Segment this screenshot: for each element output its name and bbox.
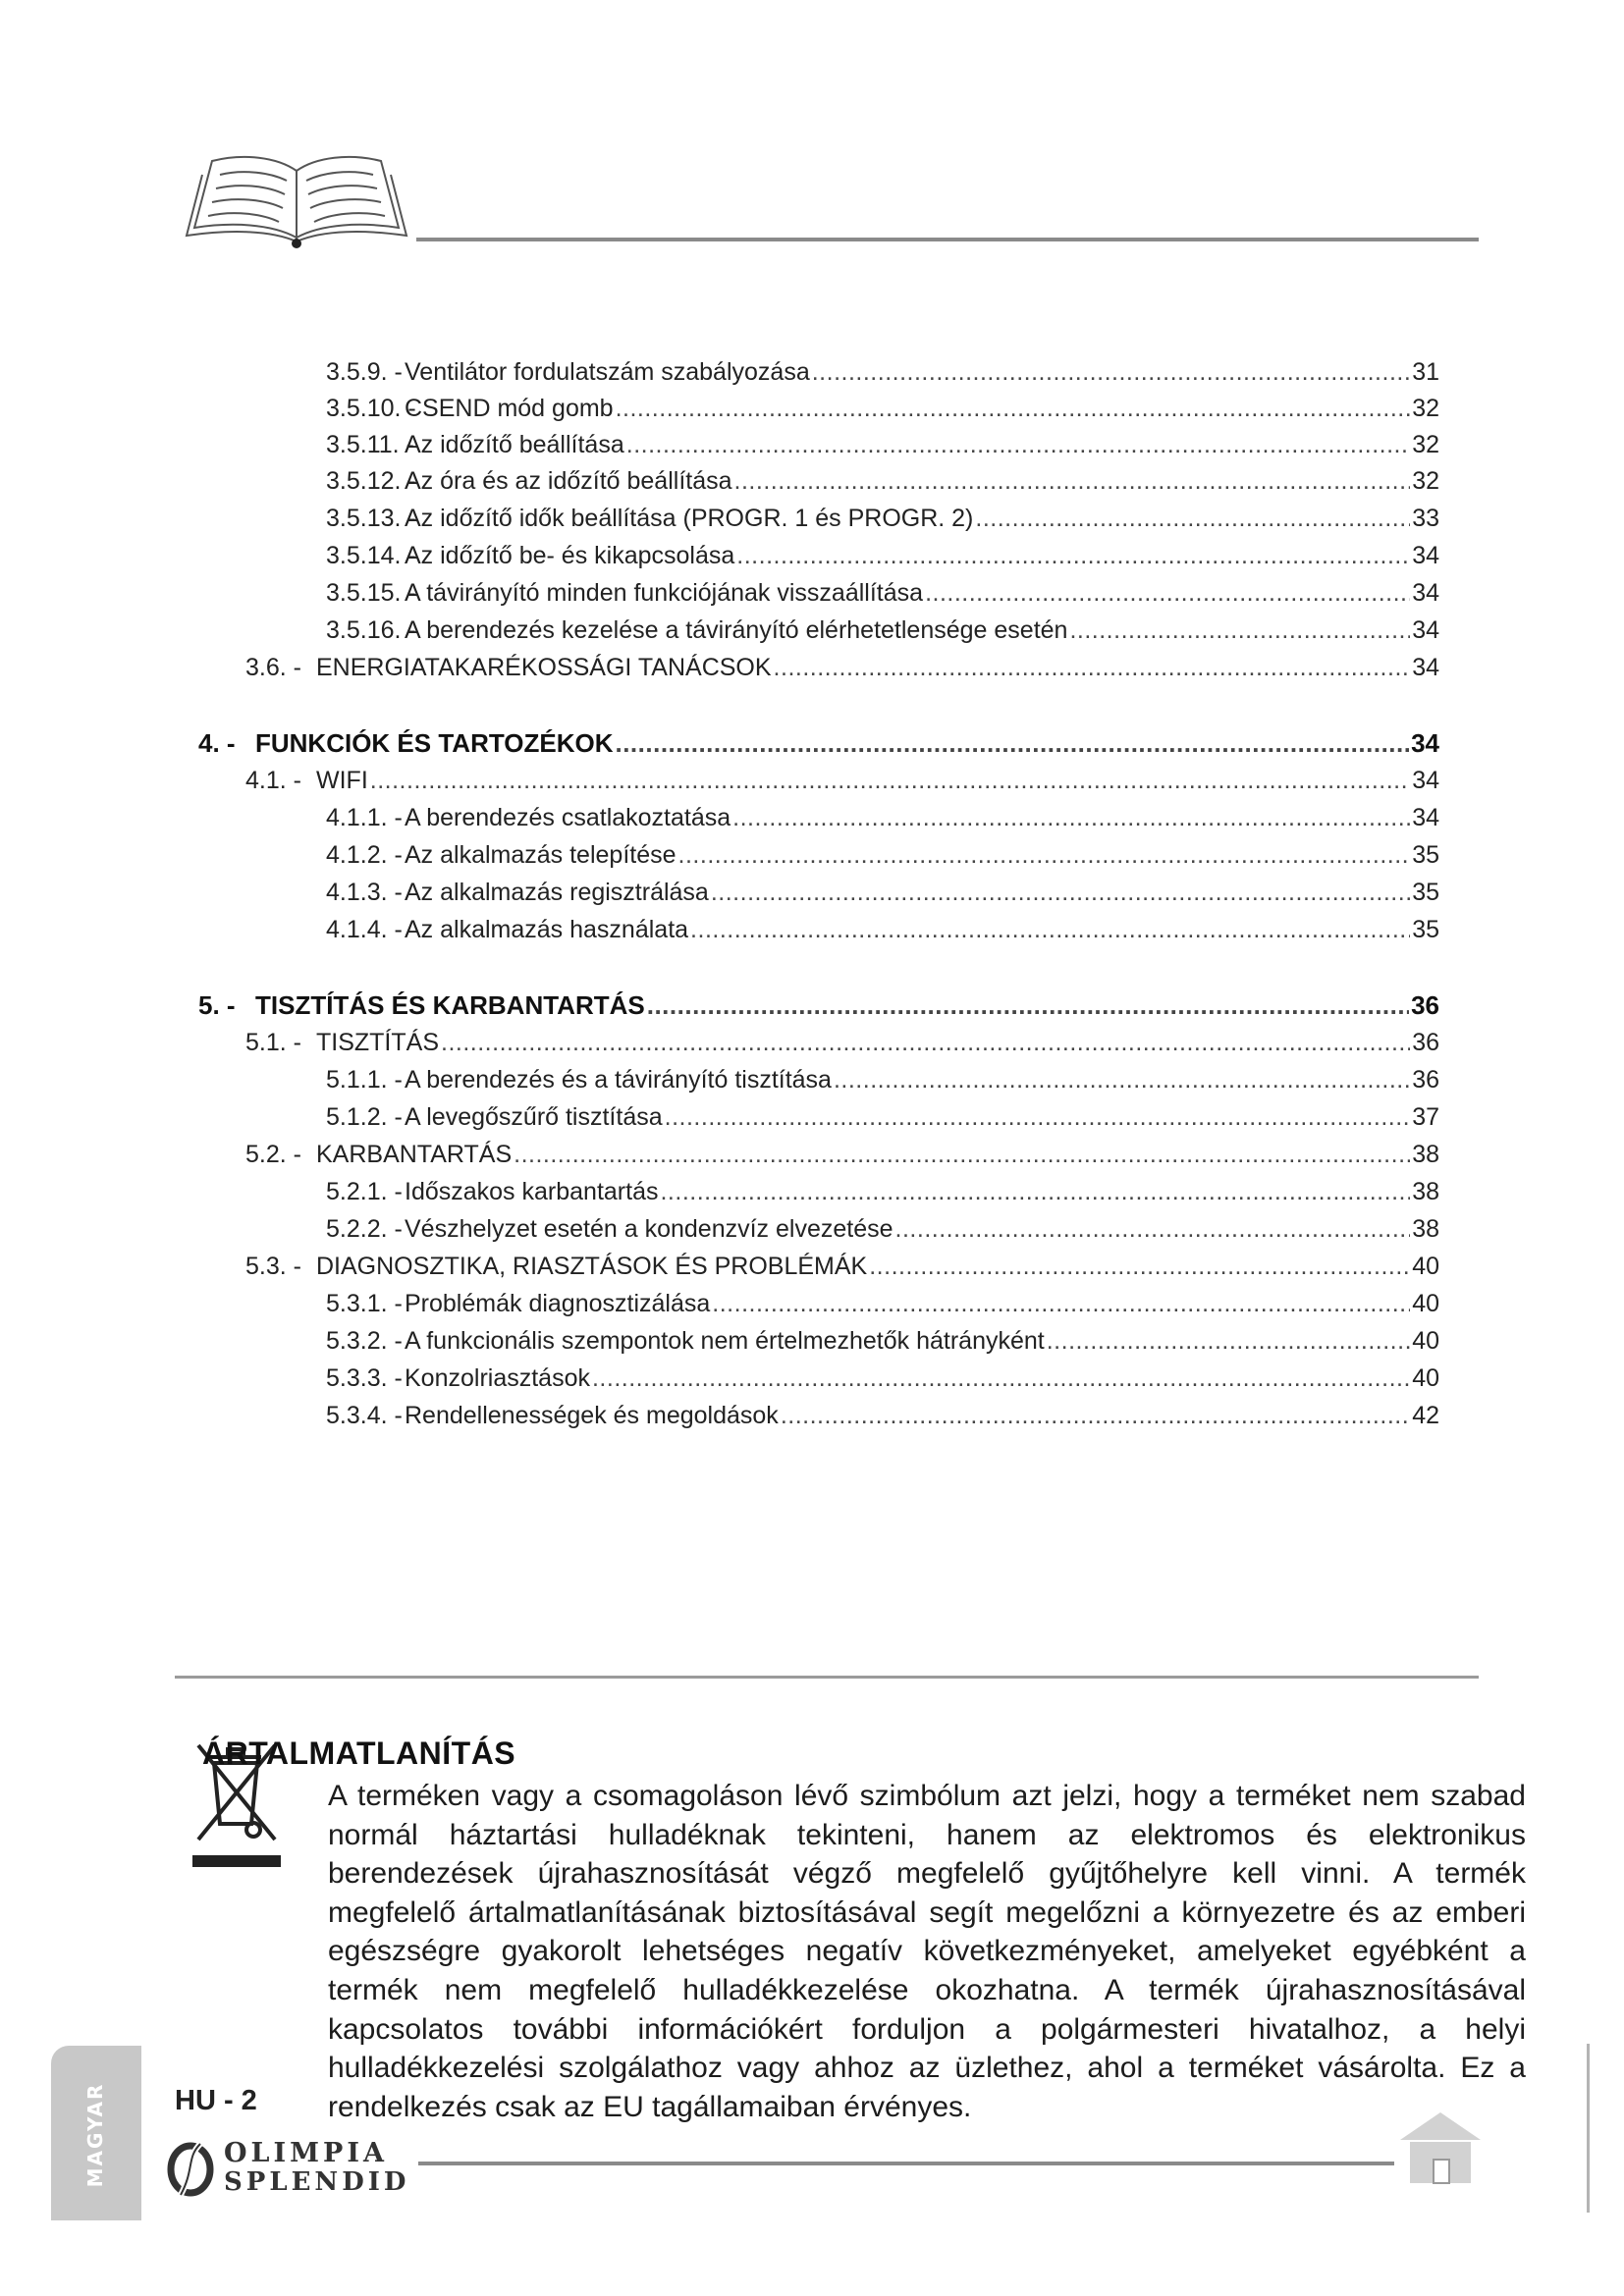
toc-dot-leader (774, 653, 1411, 682)
toc-entry-number: 5.3.4. - (326, 1402, 403, 1429)
toc-entry-title: DIAGNOSZTIKA, RIASZTÁSOK ÉS PROBLÉMÁK (316, 1253, 868, 1280)
toc-entry-title: Az alkalmazás telepítése (405, 841, 677, 869)
toc-entry-title: Problémák diagnosztizálása (405, 1290, 711, 1317)
toc-entry-page: 36 (1411, 990, 1439, 1020)
toc-dot-leader (514, 1140, 1410, 1169)
toc-entry-number: 5.3. - (245, 1253, 301, 1280)
toc-dot-leader (712, 1289, 1410, 1318)
toc-entry-page: 34 (1412, 767, 1439, 794)
toc-entry-number: 3.5.10. - (326, 395, 416, 422)
toc-entry[interactable] (326, 1177, 1439, 1206)
toc-entry[interactable] (245, 1140, 1439, 1169)
toc-entry-title: WIFI (316, 767, 368, 794)
toc-entry[interactable] (245, 1252, 1439, 1281)
home-icon[interactable] (1396, 2109, 1485, 2187)
toc-entry[interactable] (326, 578, 1439, 608)
toc-entry[interactable] (326, 840, 1439, 870)
toc-entry[interactable] (326, 357, 1439, 387)
toc-entry[interactable] (326, 915, 1439, 944)
header-rule (416, 238, 1479, 241)
toc-entry-number: 5.2.1. - (326, 1178, 403, 1205)
toc-entry-page: 37 (1412, 1103, 1439, 1131)
toc-dot-leader (370, 766, 1410, 795)
toc-entry-page: 40 (1412, 1327, 1439, 1355)
toc-entry[interactable] (326, 1102, 1439, 1132)
toc-entry[interactable] (326, 1289, 1439, 1318)
toc-entry-title: ENERGIATAKARÉKOSSÁGI TANÁCSOK (316, 654, 772, 681)
toc-entry-title: Az időzítő be- és kikapcsolása (405, 542, 735, 569)
toc-entry-page: 35 (1412, 879, 1439, 906)
toc-dot-leader (660, 1177, 1410, 1206)
toc-entry-page: 38 (1412, 1178, 1439, 1205)
toc-entry-number: 5.1. - (245, 1029, 301, 1056)
toc-entry-number: 5. - (198, 990, 236, 1020)
toc-dot-leader (711, 878, 1410, 907)
toc-entry-number: 3.5.14. - (326, 542, 416, 569)
toc-entry-page: 32 (1412, 431, 1439, 458)
toc-dot-leader (975, 504, 1410, 533)
toc-entry[interactable] (245, 766, 1439, 795)
footer-rule (418, 2162, 1394, 2165)
toc-entry-number: 3.5.13. - (326, 505, 416, 532)
toc-dot-leader (781, 1401, 1410, 1430)
toc-dot-leader (869, 1252, 1410, 1281)
toc-entry-number: 3.5.15. - (326, 579, 416, 607)
toc-entry-number: 4.1.3. - (326, 879, 403, 906)
toc-dot-leader (1047, 1326, 1410, 1356)
toc-entry-number: 5.2.2. - (326, 1215, 403, 1243)
toc-entry-number: 3.5.11. - (326, 431, 414, 458)
toc-entry-title: Az óra és az időzítő beállítása (405, 467, 732, 495)
toc-dot-leader (678, 840, 1411, 870)
toc-entry-page: 40 (1412, 1364, 1439, 1392)
toc-entry-page: 40 (1412, 1290, 1439, 1317)
toc-entry-number: 5.3.1. - (326, 1290, 403, 1317)
toc-dot-leader (592, 1363, 1410, 1393)
toc-entry-title: FUNKCIÓK ÉS TARTOZÉKOK (255, 728, 614, 758)
toc-entry-title: Az időzítő beállítása (405, 431, 624, 458)
open-book-icon (183, 145, 410, 249)
toc-entry-title: Konzolriasztások (405, 1364, 590, 1392)
toc-dot-leader (626, 430, 1410, 459)
toc-entry[interactable] (326, 1214, 1439, 1244)
toc-dot-leader (665, 1102, 1411, 1132)
toc-entry-title: Időszakos karbantartás (405, 1178, 659, 1205)
toc-entry-page: 34 (1412, 579, 1439, 607)
toc-entry-page: 34 (1412, 804, 1439, 831)
toc-entry-page: 33 (1412, 505, 1439, 532)
toc-dot-leader (1069, 615, 1410, 645)
toc-entry-title: CSEND mód gomb (405, 395, 614, 422)
toc-entry[interactable] (326, 394, 1439, 423)
toc-entry-title: A funkcionális szempontok nem értelmezhetők hátrányként (405, 1327, 1045, 1355)
toc-entry[interactable] (326, 1065, 1439, 1095)
toc-dot-leader (647, 990, 1409, 1020)
toc-entry[interactable] (245, 653, 1439, 682)
toc-entry-page: 40 (1412, 1253, 1439, 1280)
toc-entry[interactable] (326, 1401, 1439, 1430)
toc-entry[interactable] (198, 728, 1439, 758)
toc-entry-number: 5.2. - (245, 1141, 301, 1168)
toc-entry-title: TISZTÍTÁS (316, 1029, 439, 1056)
toc-entry-title: A távirányító minden funkciójának visszaállítása (405, 579, 924, 607)
toc-entry-title: Ventilátor fordulatszám szabályozása (405, 358, 810, 386)
toc-entry-number: 4.1. - (245, 767, 301, 794)
page-number: HU - 2 (175, 2085, 257, 2116)
toc-entry[interactable] (245, 1028, 1439, 1057)
toc-entry-title: Rendellenességek és megoldások (405, 1402, 779, 1429)
toc-entry[interactable] (326, 615, 1439, 645)
disposal-title: ÁRTALMATLANÍTÁS (202, 1735, 516, 1771)
logo-text-line1: OLIMPIA (224, 2138, 388, 2168)
toc-entry-number: 5.1.2. - (326, 1103, 403, 1131)
toc-entry[interactable] (326, 466, 1439, 496)
toc-dot-leader (690, 915, 1410, 944)
toc-entry[interactable] (326, 1326, 1439, 1356)
section-divider (175, 1676, 1479, 1679)
toc-entry-title: A berendezés csatlakoztatása (405, 804, 731, 831)
toc-entry-title: A berendezés és a távirányító tisztítása (405, 1066, 832, 1094)
toc-entry-page: 32 (1412, 467, 1439, 495)
toc-entry-title: Az időzítő idők beállítása (PROGR. 1 és PROGR. 2) (405, 505, 974, 532)
toc-entry-page: 32 (1412, 395, 1439, 422)
toc-entry-number: 4.1.1. - (326, 804, 403, 831)
toc-entry-number: 5.1.1. - (326, 1066, 403, 1094)
toc-entry-title: Az alkalmazás használata (405, 916, 689, 943)
toc-entry[interactable] (326, 541, 1439, 570)
toc-entry-title: Vészhelyzet esetén a kondenzvíz elvezetése (405, 1215, 893, 1243)
toc-entry-title: Az alkalmazás regisztrálása (405, 879, 709, 906)
toc-dot-leader (834, 1065, 1410, 1095)
toc-entry-page: 38 (1412, 1141, 1439, 1168)
toc-entry-title: A berendezés kezelése a távirányító elérhetetlensége esetén (405, 616, 1068, 644)
toc-entry-page: 38 (1412, 1215, 1439, 1243)
toc-entry-title: A levegőszűrő tisztítása (405, 1103, 663, 1131)
toc-dot-leader (812, 357, 1410, 387)
toc-entry-page: 34 (1412, 654, 1439, 681)
toc-entry-number: 4.1.4. - (326, 916, 403, 943)
toc-entry[interactable] (326, 430, 1439, 459)
toc-entry[interactable] (326, 878, 1439, 907)
toc-entry-page: 42 (1412, 1402, 1439, 1429)
toc-entry[interactable] (198, 990, 1439, 1020)
toc-dot-leader (615, 728, 1409, 758)
toc-entry-number: 4.1.2. - (326, 841, 403, 869)
toc-dot-leader (925, 578, 1410, 608)
toc-entry-title: KARBANTARTÁS (316, 1141, 513, 1168)
toc-entry-page: 34 (1411, 728, 1439, 758)
toc-dot-leader (734, 466, 1411, 496)
toc-dot-leader (736, 541, 1410, 570)
toc-entry-page: 34 (1412, 542, 1439, 569)
toc-entry[interactable] (326, 504, 1439, 533)
toc-dot-leader (895, 1214, 1411, 1244)
toc-entry-number: 5.3.3. - (326, 1364, 403, 1392)
toc-entry-number: 3.5.16. - (326, 616, 416, 644)
brand-logo (165, 2136, 410, 2199)
toc-dot-leader (616, 394, 1411, 423)
toc-entry-number: 4. - (198, 728, 236, 758)
toc-entry-page: 36 (1412, 1066, 1439, 1094)
toc-entry-page: 31 (1412, 358, 1439, 386)
olimpia-splendid-logo-mark (165, 2140, 216, 2197)
toc-entry-number: 3.6. - (245, 654, 301, 681)
toc-entry-number: 3.5.9. - (326, 358, 403, 386)
logo-text-line2: SPLENDID (224, 2167, 410, 2197)
toc-dot-leader (441, 1028, 1410, 1057)
toc-entry-page: 35 (1412, 916, 1439, 943)
language-tab-label: MAGYAR (83, 2082, 107, 2188)
toc-entry[interactable] (326, 1363, 1439, 1393)
toc-entry-title: TISZTÍTÁS ÉS KARBANTARTÁS (255, 990, 645, 1020)
toc-dot-leader (732, 803, 1410, 832)
page-edge-mark (1587, 2044, 1590, 2213)
toc-entry-page: 36 (1412, 1029, 1439, 1056)
toc-entry-number: 5.3.2. - (326, 1327, 403, 1355)
toc-entry[interactable] (326, 803, 1439, 832)
toc-entry-number: 3.5.12. - (326, 467, 416, 495)
toc-entry-page: 35 (1412, 841, 1439, 869)
toc-entry-page: 34 (1412, 616, 1439, 644)
disposal-text: A terméken vagy a csomagoláson lévő szimbólum azt jelzi, hogy a terméket nem szabad normál háztartási hulladéknak tekinteni, hanem az elektromos és elektronikus berendezések újrahasznosítását végző megfelelő gyűjtőhelyre kell vinni. A termék megfelelő ártalmatlanításának biztosításával segít megelőzni a környezetre és az emberi egészségre gyakorolt lehetséges negatív következményeket, amelyeket egyébként a termék nem megfelelő hulladékkezelése okozhatna. A termék újrahasznosításával kapcsolatos további információkért forduljon a polgármesteri hivatalhoz, a helyi hulladékkezelési szolgálathoz vagy ahhoz az üzlethez, ahol a terméket vásárolta. Ez a rendelkezés csak az EU tagállamaiban érvényes. (328, 1780, 1526, 2123)
